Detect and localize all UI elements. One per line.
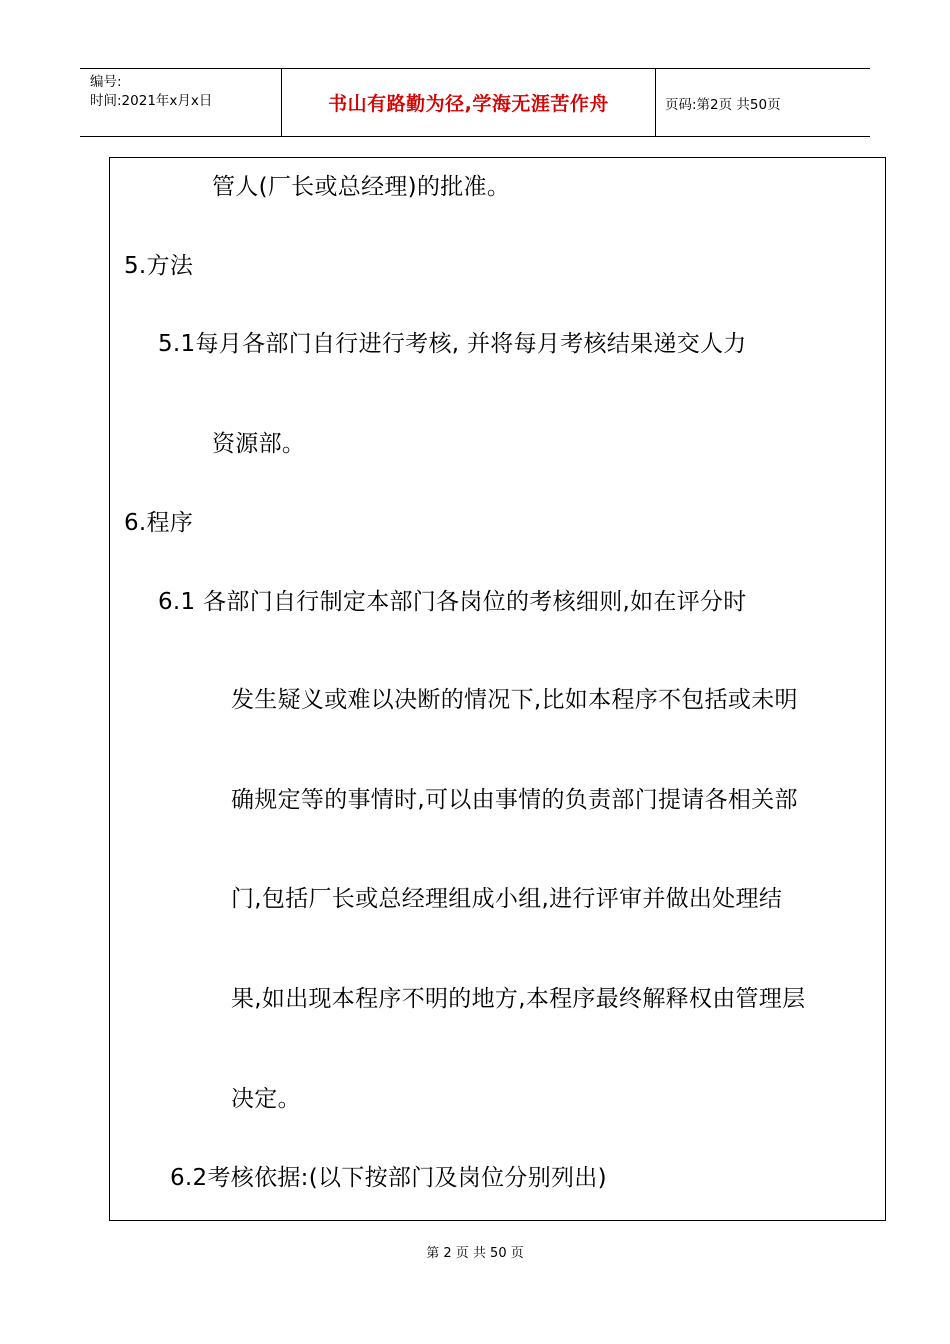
header-meta-cell (80, 69, 281, 136)
section-heading-procedure: 6.程序 (124, 510, 194, 536)
header-slogan-cell (281, 69, 656, 136)
paragraph-6-2: 6.2考核依据:(以下按部门及岗位分别列出) (170, 1165, 607, 1191)
paragraph-6-1-line-5: 果,如出现本程序不明的地方,本程序最终解释权由管理层 (231, 986, 806, 1012)
document-number-label: 编号: (90, 74, 122, 90)
header-page-info: 页码:第2页 共50页 (665, 96, 781, 113)
paragraph-6-1-line-3: 确规定等的事情时,可以由事情的负责部门提请各相关部 (231, 787, 798, 813)
paragraph-5-1-line-1: 5.1每月各部门自行进行考核, 并将每月考核结果递交人力 (158, 331, 747, 357)
paragraph-6-1-line-1: 6.1 各部门自行制定本部门各岗位的考核细则,如在评分时 (158, 589, 747, 615)
page-header (80, 68, 870, 137)
page-footer: 第 2 页 共 50 页 (426, 1246, 524, 1261)
paragraph-6-1-line-2: 发生疑义或难以决断的情况下,比如本程序不包括或未明 (231, 687, 798, 713)
document-date-label: 时间:2021年x月x日 (90, 93, 213, 109)
header-slogan: 书山有路勤为径,学海无涯苦作舟 (328, 93, 609, 115)
paragraph-6-1-line-6: 决定。 (231, 1086, 301, 1112)
header-page-cell (656, 69, 870, 136)
paragraph-6-1-line-4: 门,包括厂长或总经理组成小组,进行评审并做出处理结 (231, 886, 783, 912)
section-heading-method: 5.方法 (124, 253, 194, 279)
paragraph-5-1-line-2: 资源部。 (212, 431, 306, 457)
text-line-continuation: 管人(厂长或总经理)的批准。 (212, 174, 511, 200)
